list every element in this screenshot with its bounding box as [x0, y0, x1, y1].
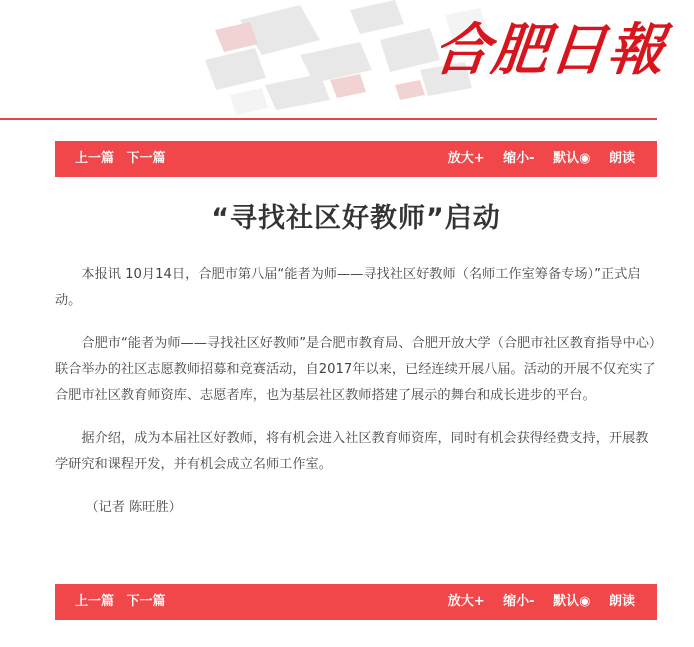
next-article-link[interactable]: 下一篇	[126, 151, 166, 166]
article-body	[55, 262, 657, 538]
prev-article-link[interactable]: 上一篇	[75, 151, 115, 166]
next-article-link[interactable]: 下一篇	[126, 594, 166, 609]
zoom-in-button[interactable]: 放大+	[447, 151, 485, 166]
article-paragraph: 据介绍，成为本届社区好教师，将有机会进入社区教育师资库，同时有机会获得经费支持，开展教学研究和课程开发，并有机会成立名师工作室。	[55, 431, 649, 472]
read-aloud-button[interactable]: 朗读	[608, 594, 635, 609]
article-paragraph: 本报讯 10月14日，合肥市第八届“能者为师——寻找社区好教师（名师工作室筹备专场）”正式启动。	[55, 267, 641, 308]
nav-links	[75, 141, 174, 177]
zoom-out-button[interactable]: 缩小-	[503, 151, 535, 166]
article-author: （记者 陈旺胜）	[85, 500, 182, 515]
masthead-divider	[0, 118, 657, 120]
article-title: “寻找社区好教师”启动	[211, 203, 501, 234]
top-article-nav	[55, 141, 657, 177]
default-size-button[interactable]: 默认◉	[553, 594, 591, 609]
font-controls	[434, 141, 635, 177]
nav-links	[75, 584, 174, 620]
font-controls	[434, 584, 635, 620]
default-size-button[interactable]: 默认◉	[553, 151, 591, 166]
zoom-in-button[interactable]: 放大+	[447, 594, 485, 609]
masthead	[0, 0, 694, 120]
article-paragraph: 合肥市“能者为师——寻找社区好教师”是合肥市教育局、合肥开放大学（合肥市社区教育指导中心）联合举办的社区志愿教师招募和竞赛活动，自2017年以来，已经连续开展八届。活动的开展不仅充实了合肥市社区教育师资库、志愿者库，也为基层社区教师搭建了展示的舞台和成长进步的平台。	[55, 336, 656, 403]
bottom-article-nav	[55, 584, 657, 620]
read-aloud-button[interactable]: 朗读	[608, 151, 635, 166]
zoom-out-button[interactable]: 缩小-	[503, 594, 535, 609]
prev-article-link[interactable]: 上一篇	[75, 594, 115, 609]
logo: 合肥日報	[430, 17, 670, 83]
